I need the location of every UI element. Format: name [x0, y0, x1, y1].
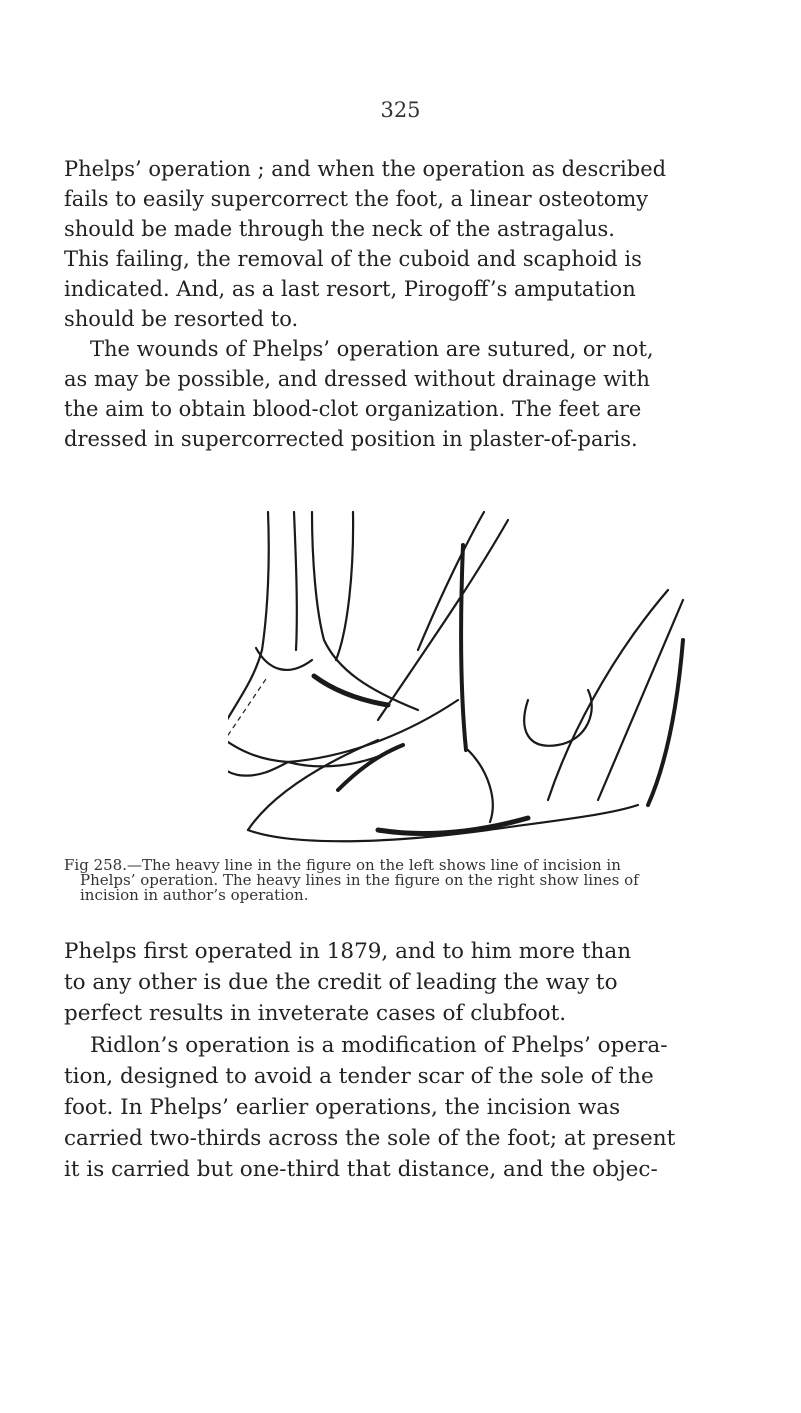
text-line: This failing, the removal of the cuboid and scaphoid is	[64, 247, 642, 271]
text-line: should be made through the neck of the astragalus.	[64, 217, 615, 241]
page-number: 325	[380, 98, 421, 122]
caption-line: Fig 258.—The heavy line in the figure on the left shows line of incision in	[64, 856, 621, 874]
text-line: Phelps’ operation ; and when the operation as described	[64, 157, 667, 181]
right-leg-2-back	[598, 600, 683, 800]
left-dashed-guide	[228, 676, 268, 750]
right-leg-front	[336, 512, 353, 660]
paragraph-phelps-first	[64, 936, 724, 1029]
right-leg-2-front	[548, 590, 668, 800]
right-incision-line-1	[378, 818, 528, 834]
right-incision-line-3	[461, 545, 466, 750]
text-line: fails to easily supercorrect the foot, a linear osteotomy	[64, 187, 649, 211]
text-line: carried two-thirds across the sole of the foot; at present	[64, 1126, 676, 1151]
text-line: it is carried but one-third that distance, and the objec-	[64, 1157, 658, 1182]
caption-line: Phelps’ operation. The heavy lines in the figure on the right show lines of	[80, 871, 639, 889]
paragraph-phelps-operation	[64, 154, 724, 334]
text-line: tion, designed to avoid a tender scar of the sole of the	[64, 1064, 654, 1089]
right-foot-sole	[248, 805, 638, 841]
right-foot-arch	[468, 750, 493, 822]
text-line: Ridlon’s operation is a modification of Phelps’ opera-	[90, 1033, 668, 1058]
left-leg-inner	[294, 512, 297, 650]
text-line: Phelps first operated in 1879, and to him more than	[64, 939, 632, 964]
left-heel	[256, 648, 312, 670]
text-line: dressed in supercorrected position in plaster-of-paris.	[64, 427, 638, 451]
text-line: should be resorted to.	[64, 307, 299, 331]
text-line: the aim to obtain blood-clot organization. The feet are	[64, 397, 642, 421]
left-foot-top	[228, 700, 458, 762]
text-line: foot. In Phelps’ earlier operations, the incision was	[64, 1095, 621, 1120]
text-line: to any other is due the credit of leading the way to	[64, 970, 618, 995]
text-line: perfect results in inveterate cases of clubfoot.	[64, 1001, 567, 1026]
figure-caption	[64, 858, 736, 903]
left-leg-outline	[228, 512, 269, 735]
text-line: The wounds of Phelps’ operation are sutured, or not,	[90, 337, 654, 361]
caption-line: incision in author’s operation.	[80, 886, 309, 904]
left-toes	[228, 735, 288, 776]
foot-incision-illustration	[228, 500, 708, 848]
paragraph-ridlon	[64, 1030, 724, 1185]
text-line: as may be possible, and dressed without drainage with	[64, 367, 650, 391]
right-leg-mid	[378, 520, 508, 720]
text-line: indicated. And, as a last resort, Pirogoff’s amputation	[64, 277, 636, 301]
paragraph-wounds	[64, 334, 724, 454]
left-leg-outline-back	[312, 512, 418, 710]
right-leg-back	[418, 512, 484, 650]
right-incision-line-4	[648, 640, 683, 805]
right-foot-top	[248, 740, 378, 830]
